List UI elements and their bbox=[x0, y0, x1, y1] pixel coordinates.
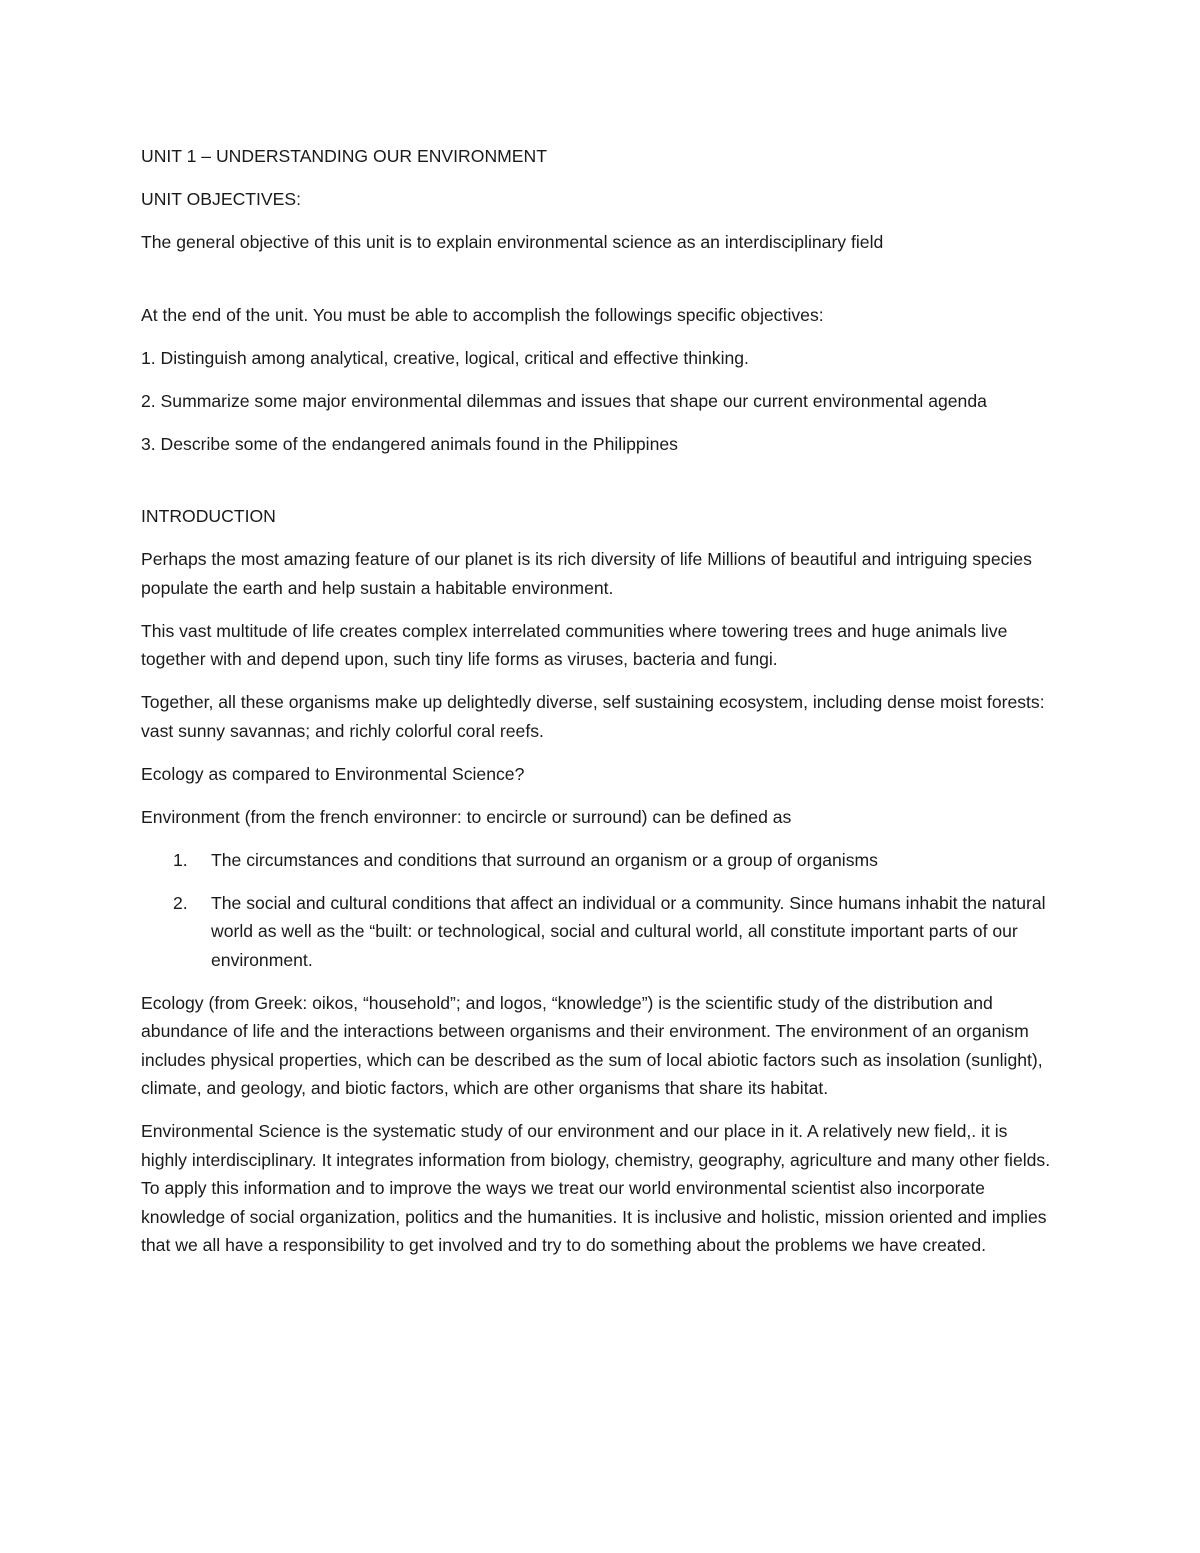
definition-text: The circumstances and conditions that surround an organism or a group of organisms bbox=[211, 849, 878, 870]
intro-paragraph: This vast multitude of life creates complex interrelated communities where towering trees and huge animals live together with and depend upon, such tiny life forms as viruses, bacteria and fungi. bbox=[141, 620, 1008, 669]
intro-paragraph: Together, all these organisms make up delightedly diverse, self sustaining ecosystem, including dense moist forests: vast sunny savannas; and richly colorful coral reefs. bbox=[141, 692, 1045, 741]
definition-list bbox=[141, 846, 1056, 975]
specific-objectives-intro: At the end of the unit. You must be able to accomplish the followings specific objectives: bbox=[141, 304, 824, 325]
intro-paragraph: Perhaps the most amazing feature of our planet is its rich diversity of life Millions of beautiful and intriguing species populate the earth and help sustain a habitable environment. bbox=[141, 549, 1032, 598]
definition-text: The social and cultural conditions that affect an individual or a community. Since humans inhabit the natural world as well as the “built: or technological, social and cultural world, all constitute important parts of our environment. bbox=[211, 892, 1046, 970]
ecology-paragraph: Ecology (from Greek: oikos, “household”; and logos, “knowledge”) is the scientific study of the distribution and abundance of life and the interactions between organisms and their environment. The environment of an organism includes physical properties, which can be described as the sum of local abiotic factors such as insolation (sunlight), climate, and geology, and biotic factors, which are other organisms that share its habitat. bbox=[141, 992, 1043, 1098]
document-body bbox=[141, 142, 1056, 1274]
general-objective: The general objective of this unit is to explain environmental science as an interdisciplinary field bbox=[141, 232, 884, 252]
environment-definition-intro: Environment (from the french environner: to encircle or surround) can be defined as bbox=[141, 806, 792, 827]
definition-number: 2. bbox=[173, 892, 188, 913]
definition-item bbox=[141, 889, 1056, 975]
environmental-science-paragraph: Environmental Science is the systematic study of our environment and our place in it. A relatively new field,. it is highly interdisciplinary. It integrates information from biology, chemistry, geography, agriculture and many other fields. To apply this information and to improve the ways we treat our world environmental scientist also incorporate knowledge of social organization, politics and the humanities. It is inclusive and holistic, mission oriented and implies that we all have a responsibility to get involved and try to do something about the problems we have created. bbox=[141, 1121, 1051, 1255]
objective-item: 1. Distinguish among analytical, creative, logical, critical and effective thinking. bbox=[141, 347, 749, 368]
introduction-heading: INTRODUCTION bbox=[141, 506, 276, 526]
objective-item: 3. Describe some of the endangered animals found in the Philippines bbox=[141, 433, 678, 454]
definition-item bbox=[141, 846, 1056, 875]
definition-number: 1. bbox=[173, 849, 188, 870]
objectives-heading: UNIT OBJECTIVES: bbox=[141, 189, 302, 209]
unit-title: UNIT 1 – UNDERSTANDING OUR ENVIRONMENT bbox=[141, 146, 547, 166]
objective-item: 2. Summarize some major environmental dilemmas and issues that shape our current environmental agenda bbox=[141, 390, 987, 411]
ecology-question: Ecology as compared to Environmental Science? bbox=[141, 763, 525, 784]
